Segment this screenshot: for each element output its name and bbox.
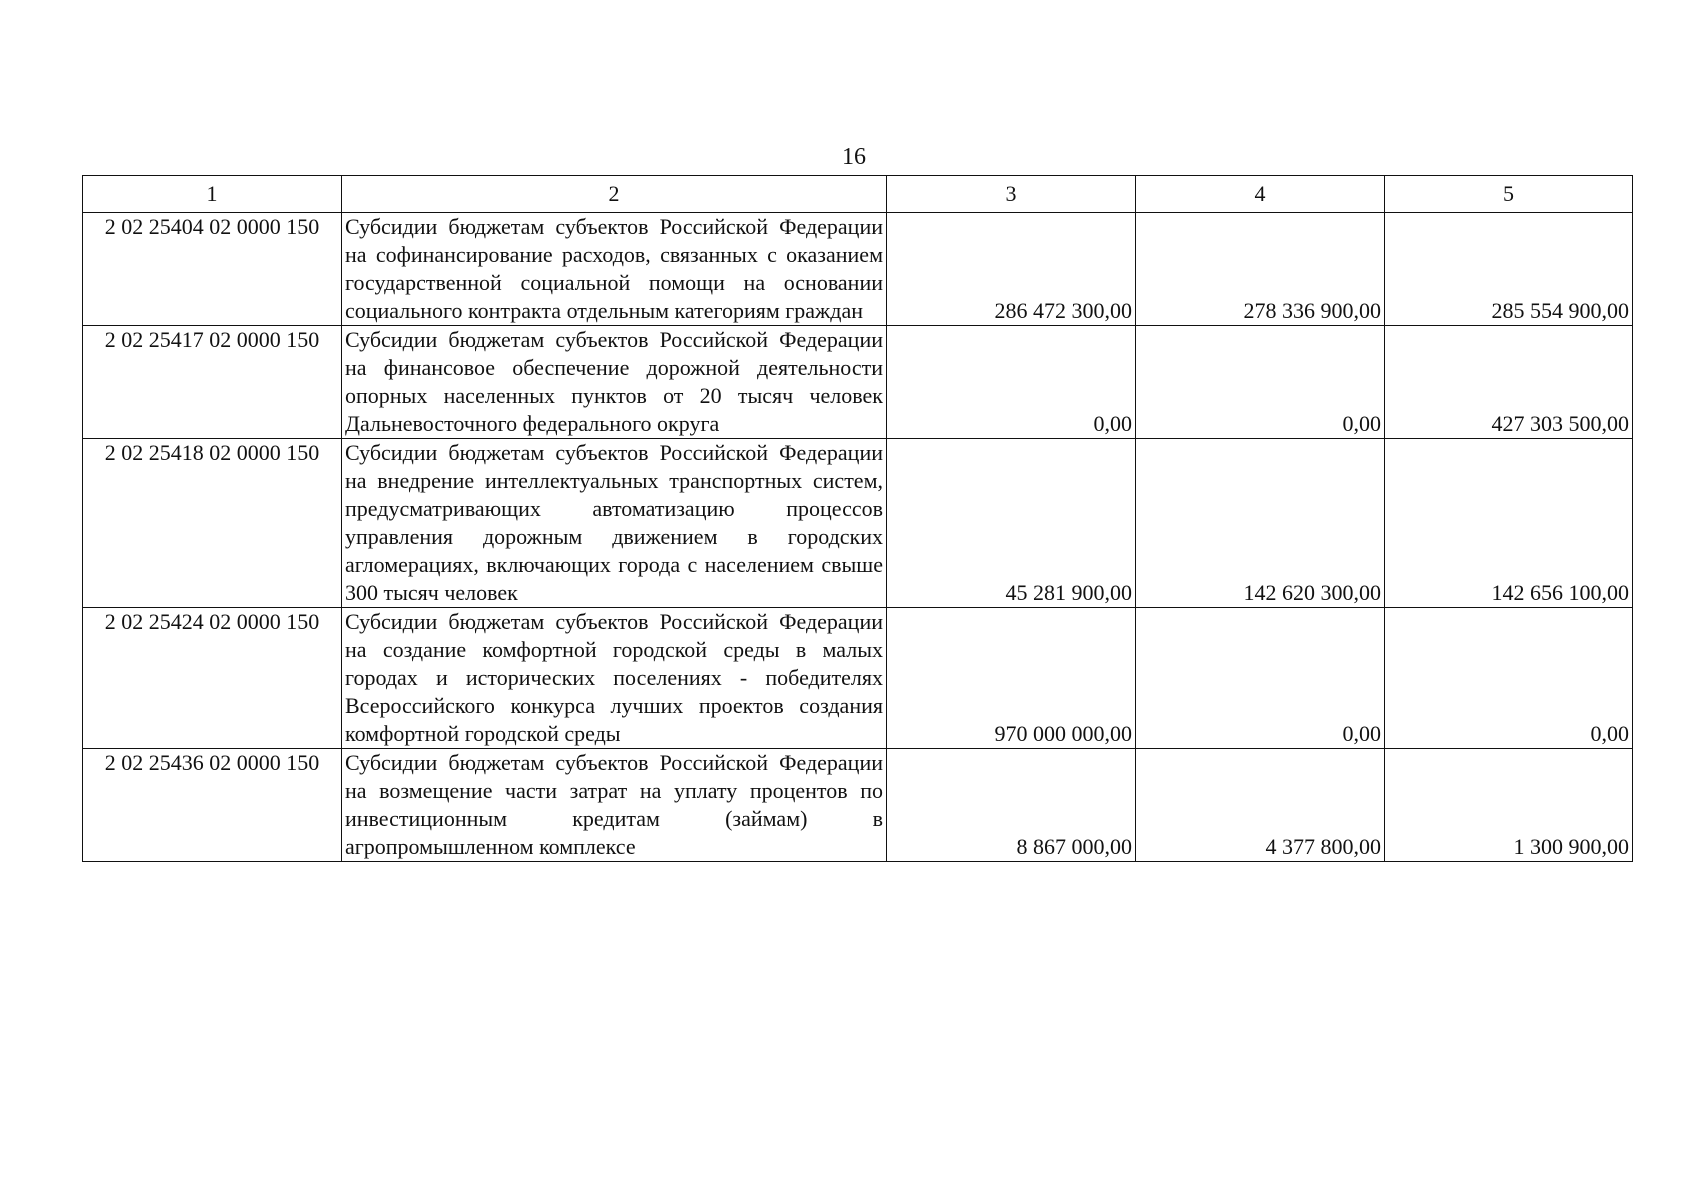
budget-table (82, 175, 1633, 862)
amount-col5: 142 656 100,00 (1385, 439, 1633, 608)
table-header-row (83, 176, 1633, 213)
column-header-4: 4 (1136, 176, 1385, 213)
column-header-3: 3 (887, 176, 1136, 213)
subsidy-description: Субсидии бюджетам субъектов Российской Федерации на создание комфортной городской среды в малых городах и исторических поселениях - победителях Всероссийского конкурса лучших проектов создания комфортной городской среды (342, 608, 887, 749)
amount-col5: 427 303 500,00 (1385, 326, 1633, 439)
budget-code: 2 02 25404 02 0000 150 (83, 213, 342, 326)
subsidy-description: Субсидии бюджетам субъектов Российской Федерации на софинансирование расходов, связанных с оказанием государственной социальной помощи на основании социального контракта отдельным категориям граждан (342, 213, 887, 326)
table-row (83, 439, 1633, 608)
table-row (83, 749, 1633, 862)
column-header-5: 5 (1385, 176, 1633, 213)
amount-col5: 285 554 900,00 (1385, 213, 1633, 326)
page-number: 16 (842, 144, 866, 170)
budget-code: 2 02 25418 02 0000 150 (83, 439, 342, 608)
budget-code: 2 02 25424 02 0000 150 (83, 608, 342, 749)
amount-col5: 1 300 900,00 (1385, 749, 1633, 862)
amount-col4: 142 620 300,00 (1136, 439, 1385, 608)
amount-col3: 970 000 000,00 (887, 608, 1136, 749)
amount-col4: 0,00 (1136, 326, 1385, 439)
budget-code: 2 02 25436 02 0000 150 (83, 749, 342, 862)
amount-col4: 4 377 800,00 (1136, 749, 1385, 862)
table-row (83, 213, 1633, 326)
subsidy-description: Субсидии бюджетам субъектов Российской Федерации на финансовое обеспечение дорожной деятельности опорных населенных пунктов от 20 тысяч человек Дальневосточного федерального округа (342, 326, 887, 439)
amount-col4: 278 336 900,00 (1136, 213, 1385, 326)
table-row (83, 608, 1633, 749)
column-header-1: 1 (83, 176, 342, 213)
amount-col3: 286 472 300,00 (887, 213, 1136, 326)
budget-code: 2 02 25417 02 0000 150 (83, 326, 342, 439)
subsidy-description: Субсидии бюджетам субъектов Российской Федерации на возмещение части затрат на уплату процентов по инвестиционным кредитам (займам) в агропромышленном комплексе (342, 749, 887, 862)
amount-col3: 0,00 (887, 326, 1136, 439)
amount-col5: 0,00 (1385, 608, 1633, 749)
amount-col3: 8 867 000,00 (887, 749, 1136, 862)
column-header-2: 2 (342, 176, 887, 213)
subsidy-description: Субсидии бюджетам субъектов Российской Федерации на внедрение интеллектуальных транспортных систем, предусматривающих автоматизацию процессов управления дорожным движением в городских агломерациях, включающих города с населением свыше 300 тысяч человек (342, 439, 887, 608)
amount-col4: 0,00 (1136, 608, 1385, 749)
amount-col3: 45 281 900,00 (887, 439, 1136, 608)
table-row (83, 326, 1633, 439)
